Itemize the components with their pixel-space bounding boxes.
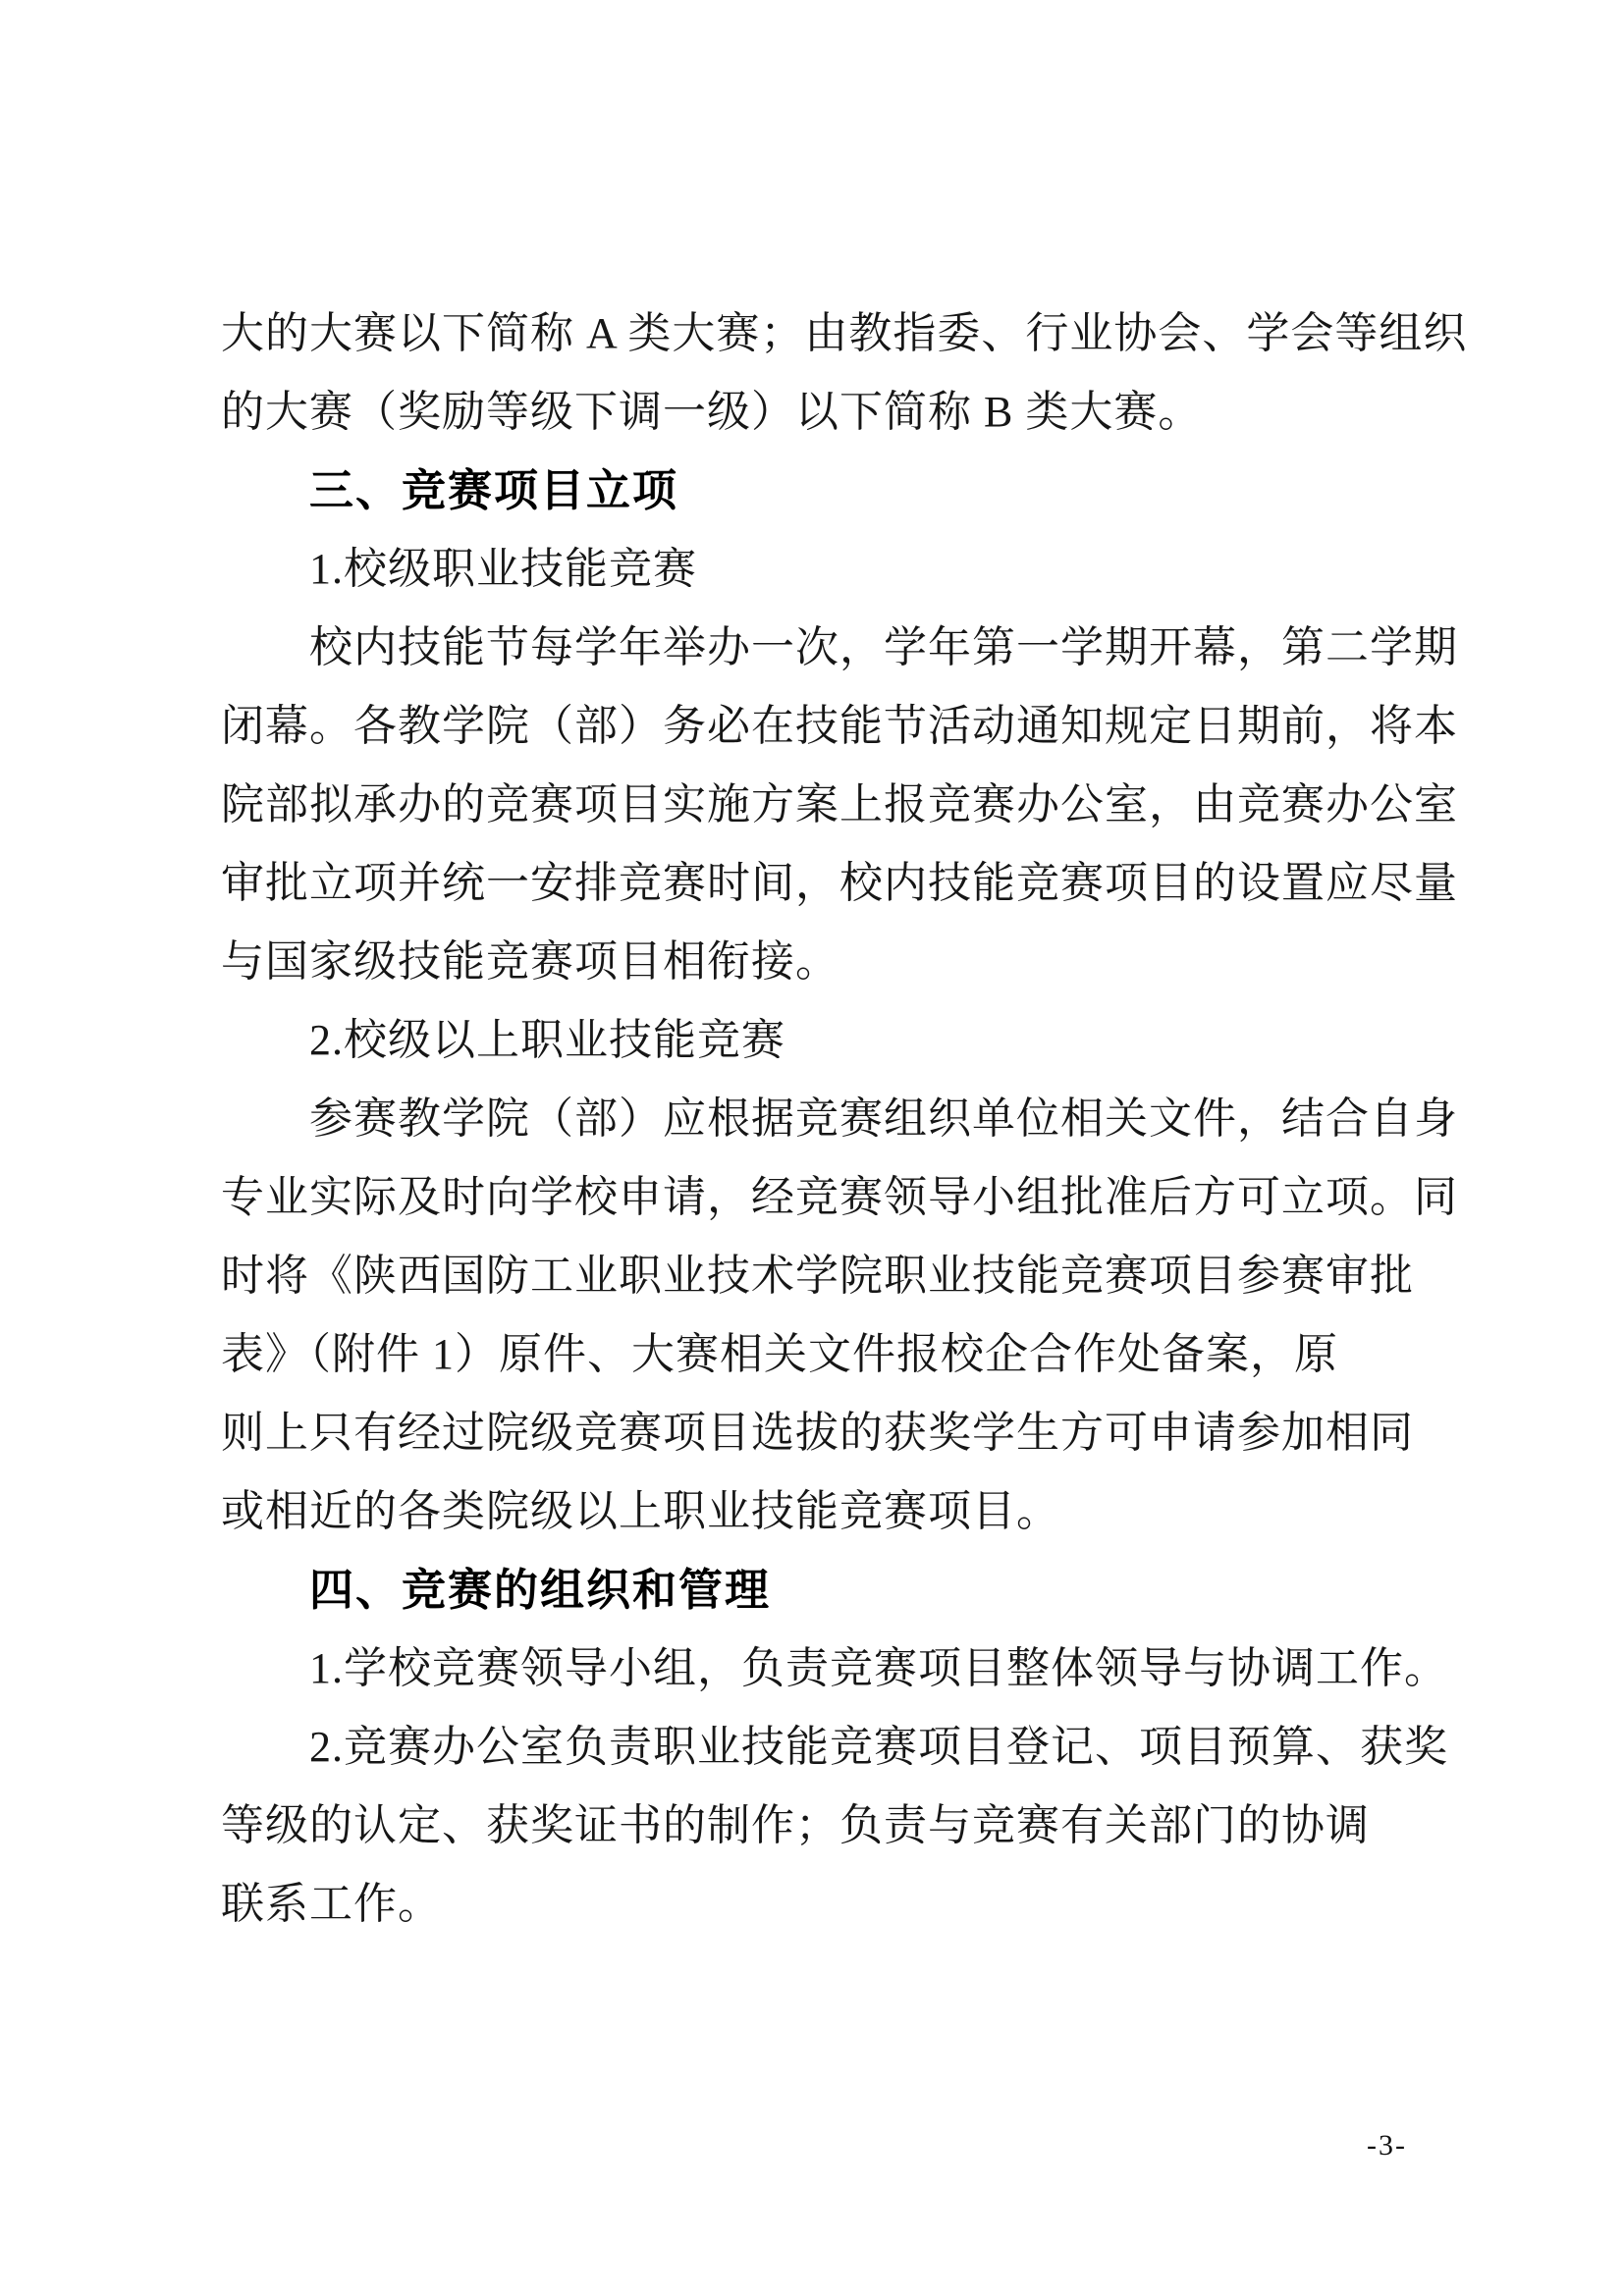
text-line: 院部拟承办的竞赛项目实施方案上报竞赛办公室，由竞赛办公室 xyxy=(221,780,1458,828)
section-heading: 四、竞赛的组织和管理 xyxy=(309,1565,772,1615)
text-line: 2.竞赛办公室负责职业技能竞赛项目登记、项目预算、获奖 xyxy=(309,1723,1448,1771)
text-line: 表》（附件 1）原件、大赛相关文件报校企合作处备案，原 xyxy=(221,1330,1338,1378)
text-line: 2.校级以上职业技能竞赛 xyxy=(309,1016,785,1064)
text-line: 与国家级技能竞赛项目相衔接。 xyxy=(221,937,839,986)
document-body xyxy=(221,294,1507,1944)
text-line: 或相近的各类院级以上职业技能竞赛项目。 xyxy=(221,1487,1060,1535)
text-line: 则上只有经过院级竞赛项目选拔的获奖学生方可申请参加相同 xyxy=(221,1409,1414,1457)
section-heading: 三、竞赛项目立项 xyxy=(309,465,679,515)
text-line: 的大赛（奖励等级下调一级）以下简称 B 类大赛。 xyxy=(221,388,1203,436)
text-line: 1.学校竞赛领导小组，负责竞赛项目整体领导与协调工作。 xyxy=(309,1644,1448,1692)
text-line: 联系工作。 xyxy=(221,1880,442,1928)
text-line: 大的大赛以下简称 A 类大赛；由教指委、行业协会、学会等组织 xyxy=(221,309,1468,357)
text-line: 1.校级职业技能竞赛 xyxy=(309,545,697,593)
text-line: 参赛教学院（部）应根据竞赛组织单位相关文件，结合自身 xyxy=(309,1095,1458,1143)
page-number: -3- xyxy=(1367,2129,1407,2162)
text-line: 校内技能节每学年举办一次，学年第一学期开幕，第二学期 xyxy=(309,623,1458,671)
text-line: 等级的认定、获奖证书的制作；负责与竞赛有关部门的协调 xyxy=(221,1801,1370,1849)
text-line: 审批立项并统一安排竞赛时间，校内技能竞赛项目的设置应尽量 xyxy=(221,859,1458,907)
text-line: 专业实际及时向学校申请，经竞赛领导小组批准后方可立项。同 xyxy=(221,1173,1458,1221)
text-line: 闭幕。各教学院（部）务必在技能节活动通知规定日期前，将本 xyxy=(221,702,1458,750)
text-line: 时将《陕西国防工业职业技术学院职业技能竞赛项目参赛审批 xyxy=(221,1252,1414,1300)
